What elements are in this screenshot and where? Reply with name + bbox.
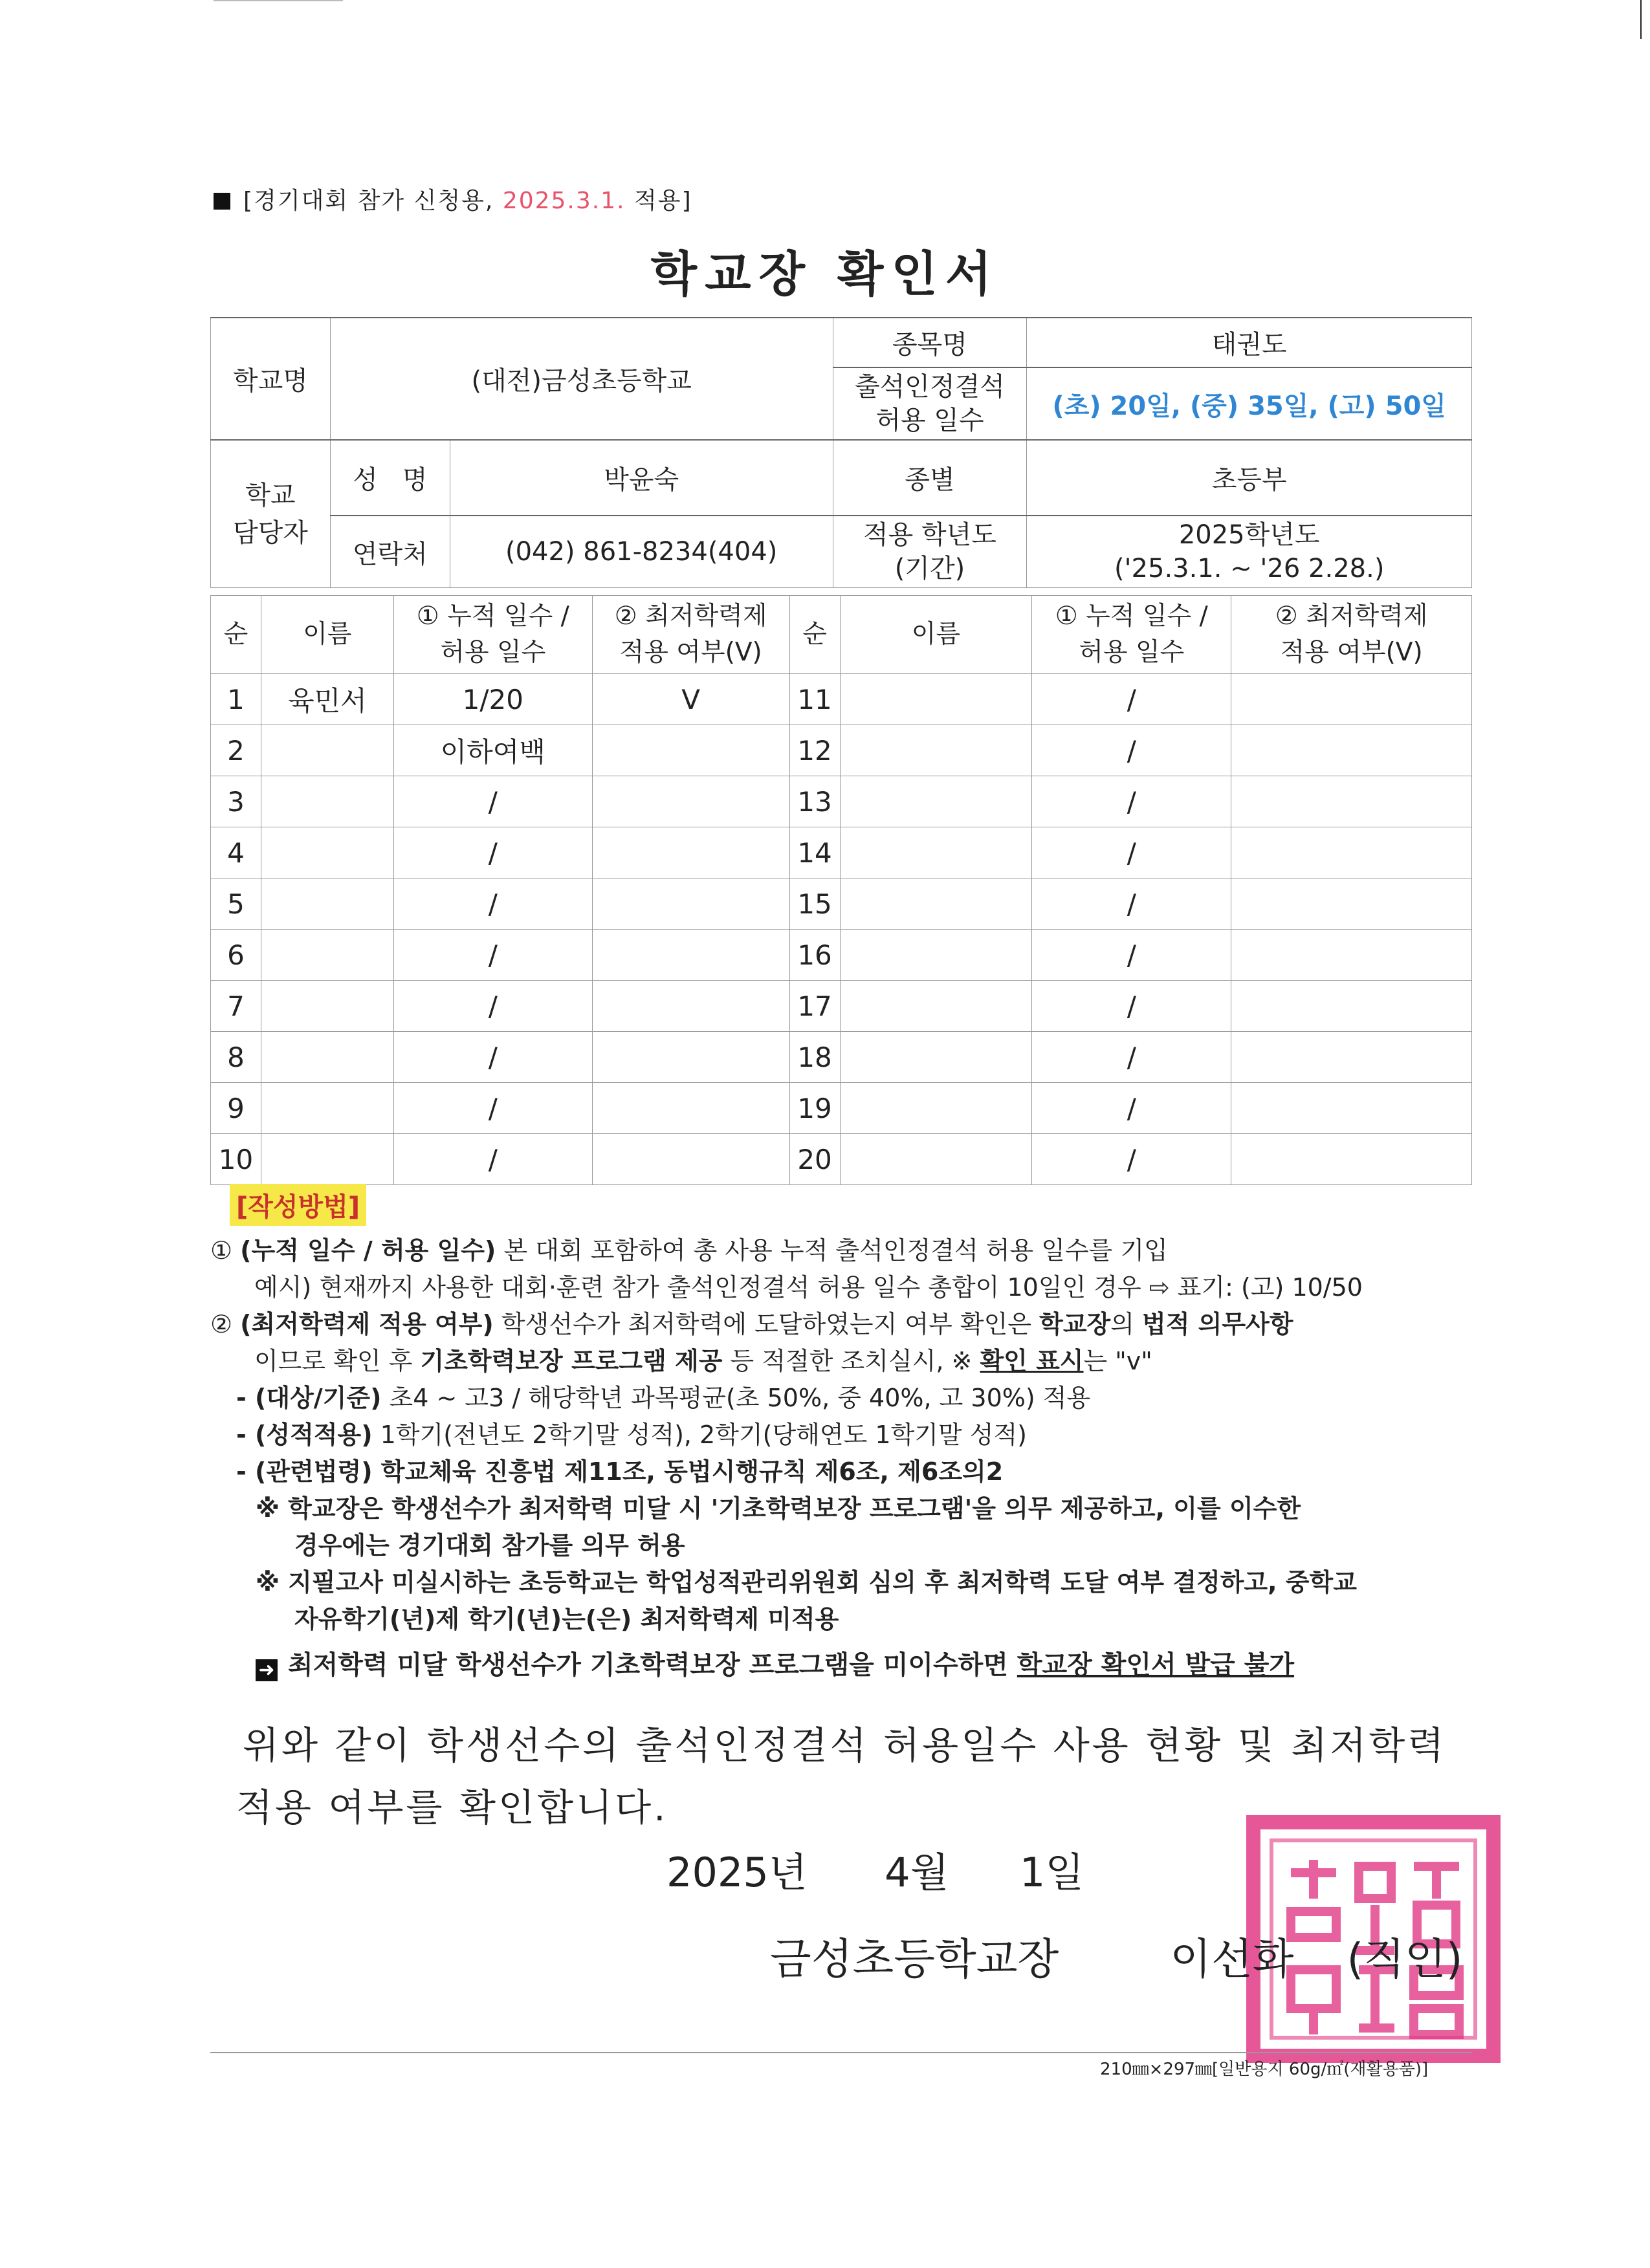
row-no: 14 [789,827,840,878]
note-1-text: 본 대회 포함하여 총 사용 누적 출석인정결석 허용 일수를 기입 [496,1236,1168,1265]
warning-underline: 학교장 확인서 발급 불가 [1017,1650,1295,1680]
year-label-line1: 적용 학년도 [863,520,996,550]
event-label: 종목명 [833,318,1027,367]
row-flag [1231,725,1472,776]
row-no: 1 [211,674,261,725]
row-no: 17 [789,981,840,1032]
row-no: 15 [789,878,840,930]
row-name [840,878,1032,930]
header-days-line1: ① 누적 일수 / [416,602,569,631]
paper-spec-footer: 210㎜×297㎜[일반용지 60g/㎡(재활용품)] [1100,2060,1429,2079]
note-1-example: 예시) 현재까지 사용한 대회·훈련 참가 출석인정결석 허용 일수 총합이 10일인 경우 ⇨ 표기: (고) 10/50 [254,1273,1363,1302]
row-days: / [393,776,592,827]
row-flag [592,1032,789,1083]
row-flag [592,1134,789,1185]
form-header [214,182,692,215]
table-row [211,776,1472,827]
table-row [211,725,1472,776]
row-flag [1231,878,1472,930]
remark-2-line1: ※ 지필고사 미실시하는 초등학교는 학업성적관리위원회 심의 후 최저학력 도달 여부 결정하고, 중학교 [256,1568,1357,1597]
row-days: 이하여백 [393,725,592,776]
header-flag [592,596,789,674]
row-flag [592,725,789,776]
row-days: / [393,1134,592,1185]
row-name [840,930,1032,981]
row-name [840,776,1032,827]
year-value-line1: 2025학년도 [1178,520,1320,550]
year-value-line2: ('25.3.1. ~ '26 2.28.) [1114,554,1385,583]
table-row [211,1032,1472,1083]
bullet-2-bold: - (성적적용) [236,1421,373,1449]
note-2-line2-bold: 기초학력보장 프로그램 제공 [420,1347,723,1375]
row-days: 1/20 [393,674,592,725]
manager-label-line2: 담당자 [232,518,308,548]
row-no: 13 [789,776,840,827]
note-2-line2-b: 등 적절한 조치실시, ※ [722,1347,980,1375]
row-name [840,1083,1032,1134]
row-flag [1231,674,1472,725]
footer-divider [210,2052,1472,2053]
scan-edge-mark [1640,0,1642,39]
row-flag [1231,981,1472,1032]
row-no: 7 [211,981,261,1032]
table-row [211,1083,1472,1134]
roster-header-row [211,596,1472,674]
row-days: / [393,827,592,878]
row-name [261,1032,393,1083]
row-flag [1231,1083,1472,1134]
note-2-text-a: 학생선수가 최저학력에 도달하였는지 여부 확인은 [493,1310,1040,1338]
note-2-line2-underline: 확인 표시 [980,1347,1084,1375]
row-no: 2 [211,725,261,776]
bullet-3 [210,1454,1517,1490]
absence-label [833,367,1027,440]
year-value [1027,516,1472,588]
note-2-mark: ② [210,1310,233,1338]
bullet-2 [210,1417,1517,1454]
header-name: 이름 [261,596,393,674]
header-flag-2-line2: 적용 여부(V) [1280,638,1423,667]
note-1 [210,1232,1517,1269]
note-1-mark: ① [210,1236,233,1265]
row-name [840,725,1032,776]
remark-1-line1: ※ 학교장은 학생선수가 최저학력 미달 시 '기초학력보장 프로그램'을 의무 제공하고, 이를 이수한 [256,1494,1301,1523]
statement-line2: 적용 여부를 확인합니다. [236,1785,668,1829]
absence-label-line1: 출석인정결석 [855,372,1005,402]
instructions-heading: [작성방법] [230,1184,366,1226]
principal-title: 금성초등학교장 [770,1934,1059,1984]
row-days: / [393,1032,592,1083]
row-name [840,1032,1032,1083]
row-name [261,776,393,827]
row-flag [592,1083,789,1134]
table-row [211,827,1472,878]
header-flag-line2: 적용 여부(V) [619,638,762,667]
header-days-2 [1032,596,1231,674]
school-label: 학교명 [211,318,331,440]
row-flag [1231,1134,1472,1185]
remark-2-line2: 자유학기(년)제 학기(년)는(은) 최저학력제 미적용 [294,1605,839,1633]
bullet-3-bold: - (관련법령) [236,1457,373,1486]
row-days: / [1032,725,1231,776]
row-days: / [1032,1032,1231,1083]
row-flag [592,776,789,827]
row-no: 8 [211,1032,261,1083]
note-2-line2-a: 이므로 확인 후 [254,1347,421,1375]
header-flag-2-line1: ② 최저학력제 [1275,602,1428,631]
absence-value: (초) 20일, (중) 35일, (고) 50일 [1027,367,1472,440]
row-no: 10 [211,1134,261,1185]
row-name [261,878,393,930]
date-month: 4월 [885,1849,949,1896]
row-days: / [1032,981,1231,1032]
row-flag [592,981,789,1032]
row-flag [592,878,789,930]
row-name: 육민서 [261,674,393,725]
date-year: 2025년 [666,1849,808,1896]
row-days: / [1032,1083,1231,1134]
row-no: 12 [789,725,840,776]
row-flag [1231,827,1472,878]
row-name [261,930,393,981]
header-name-2: 이름 [840,596,1032,674]
header-prefix: [경기대회 참가 신청용, [243,188,494,214]
row-no: 19 [789,1083,840,1134]
category-label: 종별 [833,440,1027,516]
bullet-1-bold: - (대상/기준) [236,1384,382,1412]
scan-edge-line [214,0,343,1]
row-no: 9 [211,1083,261,1134]
table-row [211,1134,1472,1185]
header-days-line2: 허용 일수 [440,638,546,667]
row-no: 11 [789,674,840,725]
row-flag [1231,930,1472,981]
bullet-1-text: 초4 ~ 고3 / 해당학년 과목평균(초 50%, 중 40%, 고 30%) 적용 [381,1384,1091,1412]
row-flag [1231,1032,1472,1083]
bullet-2-text: 1학기(전년도 2학기말 성적), 2학기(당해연도 1학기말 성적) [372,1421,1028,1449]
info-table [210,317,1472,588]
row-flag: V [592,674,789,725]
note-2-bold-d: 법적 의무사항 [1142,1310,1293,1338]
remark-1-line2: 경우에는 경기대회 참가를 의무 허용 [294,1531,685,1560]
manager-label [211,440,331,588]
row-name [840,674,1032,725]
year-label-line2: (기간) [894,554,965,583]
row-no: 3 [211,776,261,827]
row-no: 5 [211,878,261,930]
manager-label-line1: 학교 [245,480,296,510]
signature-line [770,1925,1463,1986]
header-days-2-line2: 허용 일수 [1079,638,1185,667]
instructions-block [210,1232,1517,1684]
row-days: / [393,878,592,930]
note-1-bold: (누적 일수 / 허용 일수) [240,1236,496,1265]
row-flag [592,930,789,981]
absence-label-line2: 허용 일수 [875,406,984,435]
header-flag-line1: ② 최저학력제 [614,602,767,631]
contact-value: (042) 861-8234(404) [450,516,833,588]
row-flag [1231,776,1472,827]
school-value: (대전)금성초등학교 [330,318,833,440]
table-row [211,674,1472,725]
note-2-line2 [210,1343,1517,1380]
row-flag [592,827,789,878]
row-name [840,981,1032,1032]
note-2 [210,1306,1517,1343]
note-2-line2-c: 는 "v" [1083,1347,1152,1375]
row-name [261,1083,393,1134]
row-days: / [1032,878,1231,930]
row-days: / [1032,930,1231,981]
year-label [833,516,1027,588]
roster-table [210,595,1472,1185]
statement-line1: 위와 같이 학생선수의 출석인정결석 허용일수 사용 현황 및 최저학력 [243,1723,1447,1767]
row-no: 20 [789,1134,840,1185]
row-days: / [1032,827,1231,878]
name-label: 성 명 [330,440,450,516]
bullet-3-text: 학교체육 진흥법 제11조, 동법시행규칙 제6조, 제6조의2 [372,1457,1004,1486]
note-2-bold: (최저학력제 적용 여부) [240,1310,494,1338]
note-2-bold-b: 학교장 [1039,1310,1111,1338]
principal-name: 이선화 [1170,1934,1294,1984]
row-name [840,827,1032,878]
event-value: 태권도 [1027,318,1472,367]
row-days: / [393,1083,592,1134]
name-value: 박윤숙 [450,440,833,516]
note-2-text-c: 의 [1110,1310,1143,1338]
row-name [840,1134,1032,1185]
header-days-2-line1: ① 누적 일수 / [1055,602,1208,631]
seal-note: (직인) [1347,1934,1463,1984]
row-name [261,725,393,776]
row-name [261,827,393,878]
header-no-2: 순 [789,596,840,674]
row-no: 6 [211,930,261,981]
warning-line [210,1647,1517,1684]
row-no: 18 [789,1032,840,1083]
category-value: 초등부 [1027,440,1472,516]
row-no: 16 [789,930,840,981]
header-days [393,596,592,674]
row-name [261,981,393,1032]
row-days: / [393,930,592,981]
arrow-box-icon: ➜ [256,1659,278,1681]
square-bullet-icon [214,193,230,210]
bullet-1 [210,1380,1517,1417]
contact-label: 연락처 [330,516,450,588]
row-days: / [1032,1134,1231,1185]
warning-text: 최저학력 미달 학생선수가 기초학력보장 프로그램을 미이수하면 [288,1650,1017,1680]
header-no: 순 [211,596,261,674]
row-name [261,1134,393,1185]
table-row [211,930,1472,981]
row-days: / [1032,776,1231,827]
date-day: 1일 [1019,1849,1084,1896]
page-title: 학교장 확인서 [650,246,1000,302]
header-date: 2025.3.1. [502,188,626,214]
row-days: / [1032,674,1231,725]
table-row [211,981,1472,1032]
table-row [211,878,1472,930]
row-no: 4 [211,827,261,878]
header-suffix: 적용] [634,188,692,214]
header-flag-2 [1231,596,1472,674]
issue-date [666,1840,1084,1898]
row-days: / [393,981,592,1032]
